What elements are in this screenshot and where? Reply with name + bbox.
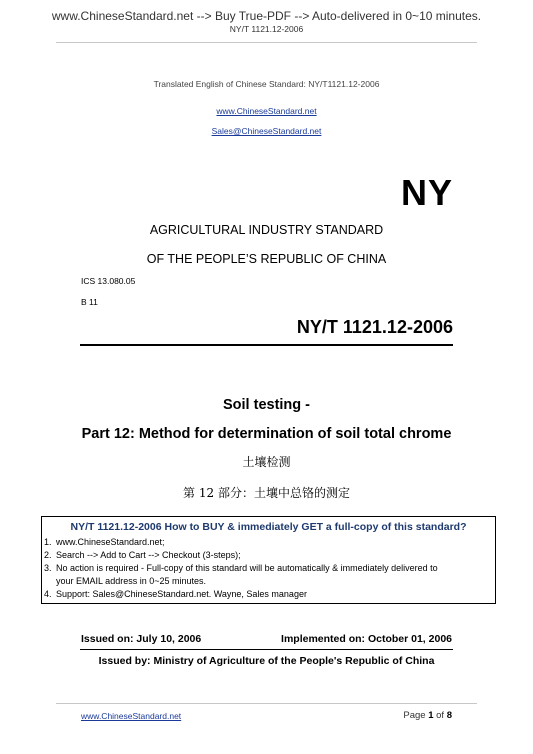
standard-number: NY/T 1121.12-2006	[296, 317, 453, 337]
list-item-text: Search --> Add to Cart --> Checkout (3-steps);	[56, 550, 241, 560]
list-item	[44, 562, 438, 575]
footer-divider	[56, 703, 477, 704]
email-link[interactable]: Sales@ChineseStandard.net	[211, 126, 322, 136]
title-english-line-2: Part 12: Method for determination of soil total chrome	[81, 426, 452, 442]
header-line-1: www.ChineseStandard.net --> Buy True-PDF --> Auto-delivered in 0~10 minutes.	[51, 9, 482, 23]
website-link-row	[0, 101, 533, 119]
email-link-row	[0, 121, 533, 139]
title-chinese-line-2: 第 12 部分：土壤中总铬的测定	[183, 486, 350, 500]
implemented-date: Implemented on: October 01, 2006	[281, 633, 452, 645]
page-total: 8	[446, 710, 452, 721]
list-item-number: 4.	[44, 589, 52, 599]
issued-date: Issued on: July 10, 2006	[81, 633, 202, 645]
list-item-text: Support: Sales@ChineseStandard.net. Wayne, Sales manager	[56, 589, 307, 599]
purchase-box-title: NY/T 1121.12-2006 How to BUY & immediately GET a full-copy of this standard?	[70, 521, 467, 533]
standard-type-line-2: OF THE PEOPLE’S REPUBLIC OF CHINA	[146, 252, 387, 266]
list-item-number: 1.	[44, 537, 52, 547]
header-divider	[56, 42, 477, 43]
list-item-text[interactable]: www.ChineseStandard.net;	[56, 537, 165, 547]
page-indicator	[403, 710, 452, 721]
ny-logo-text: NY	[400, 172, 453, 213]
page-of: of	[436, 710, 445, 721]
purchase-info-box	[41, 516, 496, 604]
list-item-number: 3.	[44, 563, 52, 573]
list-item	[44, 549, 438, 562]
standard-type-line-1: AGRICULTURAL INDUSTRY STANDARD	[149, 223, 384, 237]
website-link[interactable]: www.ChineseStandard.net	[216, 106, 317, 116]
list-item-number: 2.	[44, 550, 52, 560]
footer-website-link[interactable]: www.ChineseStandard.net	[81, 711, 182, 721]
list-item-continuation: your EMAIL address in 0~25 minutes.	[56, 576, 206, 586]
dates-divider	[80, 649, 453, 650]
b-code: B 11	[81, 297, 98, 307]
title-chinese-line-1: 土壤检测	[242, 455, 291, 469]
header-line-2: NY/T 1121.12-2006	[229, 24, 304, 34]
page-current: 1	[428, 710, 434, 721]
purchase-steps-list	[44, 536, 438, 601]
list-item	[44, 588, 438, 601]
ics-code: ICS 13.080.05	[81, 276, 136, 286]
page-label: Page	[403, 710, 426, 721]
list-item-text: No action is required - Full-copy of this standard will be automatically & immediately delivered to	[56, 563, 438, 573]
issued-by: Issued by: Ministry of Agriculture of the People's Republic of China	[98, 655, 435, 667]
translation-note: Translated English of Chinese Standard: NY/T1121.12-2006	[153, 79, 380, 89]
standard-number-divider	[80, 344, 453, 346]
list-item	[44, 536, 438, 549]
title-english-line-1: Soil testing -	[223, 397, 310, 413]
